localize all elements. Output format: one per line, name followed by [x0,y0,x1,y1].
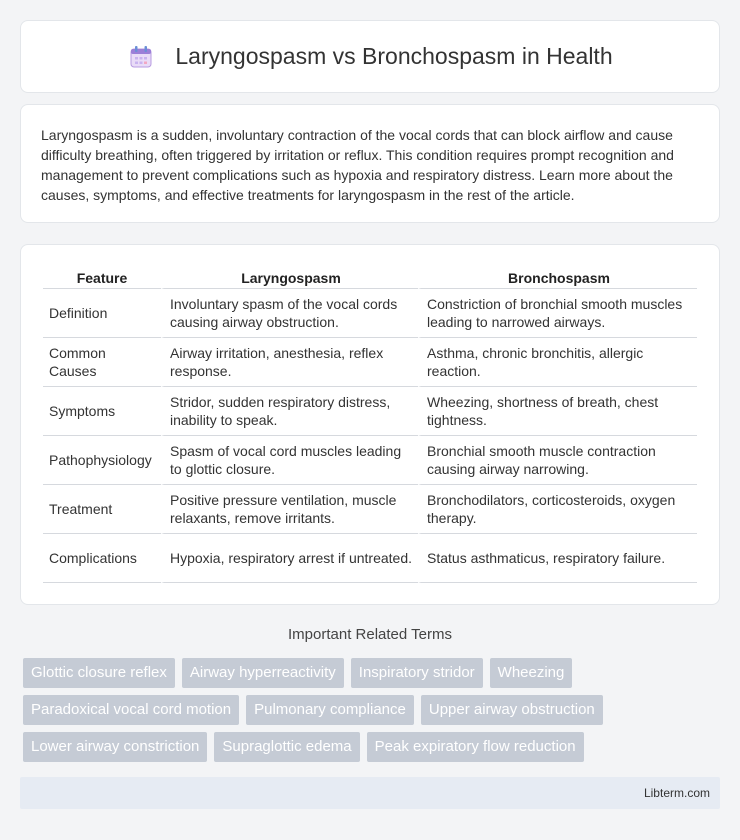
related-terms-list [23,658,723,769]
table-row [43,289,697,338]
title-card [20,20,720,93]
comparison-card [20,244,720,605]
row-laryngospasm: Stridor, sudden respiratory distress, inability to speak. [161,387,418,436]
table-header-row [43,265,697,289]
row-laryngospasm: Spasm of vocal cord muscles leading to glottic closure. [161,436,418,485]
table-row [43,338,697,387]
related-terms-heading: Important Related Terms [288,626,452,643]
row-laryngospasm: Involuntary spasm of the vocal cords causing airway obstruction. [161,289,418,338]
term-tag[interactable]: Airway hyperreactivity [182,658,344,688]
row-bronchospasm: Status asthmaticus, respiratory failure. [418,534,697,583]
intro-card [20,104,720,223]
row-feature: Treatment [43,485,161,534]
term-tag[interactable]: Pulmonary compliance [246,695,414,725]
term-tag[interactable]: Supraglottic edema [214,732,359,762]
row-feature: Common Causes [43,338,161,387]
row-feature: Complications [43,534,161,583]
row-feature: Symptoms [43,387,161,436]
row-feature: Definition [43,289,161,338]
footer-site-link[interactable]: Libterm.com [643,786,710,800]
table-row [43,436,697,485]
term-tag[interactable]: Inspiratory stridor [351,658,483,688]
calendar-icon [127,43,155,71]
header-feature: Feature [43,265,161,289]
row-bronchospasm: Bronchial smooth muscle contraction causing airway narrowing. [418,436,697,485]
term-tag[interactable]: Peak expiratory flow reduction [367,732,584,762]
row-bronchospasm: Asthma, chronic bronchitis, allergic reaction. [418,338,697,387]
row-feature: Pathophysiology [43,436,161,485]
row-laryngospasm: Airway irritation, anesthesia, reflex response. [161,338,418,387]
term-tag[interactable]: Upper airway obstruction [421,695,603,725]
page-title: Laryngospasm vs Bronchospasm in Health [175,43,613,69]
row-laryngospasm: Positive pressure ventilation, muscle relaxants, remove irritants. [161,485,418,534]
term-tag[interactable]: Glottic closure reflex [23,658,175,688]
term-tag[interactable]: Wheezing [490,658,573,688]
table-row [43,534,697,583]
table-row [43,387,697,436]
row-bronchospasm: Bronchodilators, corticosteroids, oxygen therapy. [418,485,697,534]
intro-paragraph: Laryngospasm is a sudden, involuntary contraction of the vocal cords that can block airflow and cause difficulty breathing, often triggered by irritation or reflux. This condition requires prompt recognition and management to prevent complications such as hypoxia and respiratory distress. Learn more about the causes, symptoms, and effective treatments for laryngospasm in the rest of the article. [41,127,674,203]
comparison-table [43,265,697,583]
row-bronchospasm: Wheezing, shortness of breath, chest tightness. [418,387,697,436]
row-bronchospasm: Constriction of bronchial smooth muscles leading to narrowed airways. [418,289,697,338]
table-row [43,485,697,534]
header-bronchospasm: Bronchospasm [418,265,697,289]
term-tag[interactable]: Lower airway constriction [23,732,207,762]
header-laryngospasm: Laryngospasm [161,265,418,289]
footer [20,777,720,809]
row-laryngospasm: Hypoxia, respiratory arrest if untreated. [161,534,418,583]
term-tag[interactable]: Paradoxical vocal cord motion [23,695,239,725]
